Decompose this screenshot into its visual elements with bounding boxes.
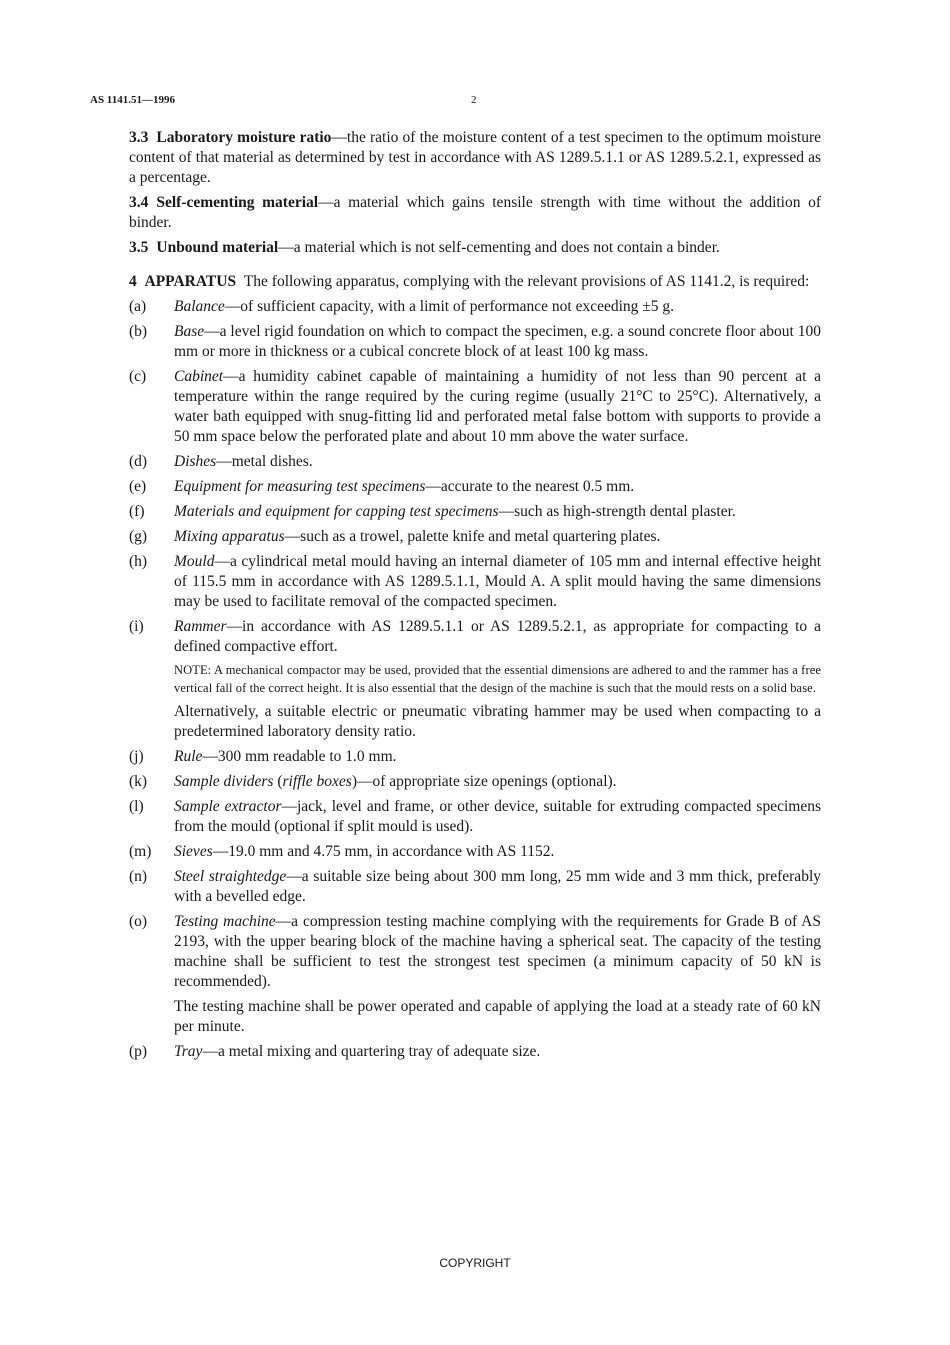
item-term: Steel straightedge	[174, 868, 287, 885]
item-term: Materials and equipment for capping test specimens	[174, 503, 499, 520]
item-text: —a humidity cabinet capable of maintaining a humidity of not less than 90 percent at a temperature within the range required by the curing regime (usually 21°C to 25°C). Alternatively, a water bath equipped with snug-fitting lid and perforated metal false bottom with supports to provide a 50 mm space below the perforated plate and about 10 mm above the water surface.	[174, 368, 821, 445]
item-term: Sample dividers	[174, 773, 274, 790]
list-item	[129, 867, 821, 907]
item-text: —in accordance with AS 1289.5.1.1 or AS 1289.5.2.1, as appropriate for compacting to a defined compactive effort.	[174, 618, 821, 655]
item-note: NOTE: A mechanical compactor may be used, provided that the essential dimensions are adhered to and the rammer has a free vertical fall of the correct height. It is also essential that the design of the machine is such that the mould rests on a solid base.	[174, 663, 821, 695]
section-intro: The following apparatus, complying with the relevant provisions of AS 1141.2, is required:	[243, 273, 810, 290]
definition-text: —a material which gains tensile strength with time without the addition of binder.	[129, 194, 822, 231]
definition-text: —the ratio of the moisture content of a test specimen to the optimum moisture content of that material as determined by test in accordance with AS 1289.5.1.1 or AS 1289.5.2.1, expressed as a percentage.	[129, 129, 821, 186]
definition-term: Laboratory moisture ratio	[156, 129, 332, 146]
definition-number: 3.4	[129, 194, 149, 211]
item-term: Sieves	[174, 843, 213, 860]
definition-text: —a material which is not self-cementing and does not contain a binder.	[278, 239, 720, 256]
item-term: Cabinet	[174, 368, 224, 385]
item-term: Balance	[174, 298, 225, 315]
item-text: —such as high-strength dental plaster.	[498, 503, 736, 520]
item-term: Sample extractor	[174, 798, 282, 815]
item-label: (f)	[129, 503, 145, 520]
definition-term: Self-cementing material	[156, 194, 319, 211]
list-item	[129, 1042, 821, 1062]
item-label: (m)	[129, 843, 152, 860]
list-item	[129, 297, 821, 317]
item-term: Mould	[174, 553, 215, 570]
item-term: Base	[174, 323, 205, 340]
item-label: (c)	[129, 368, 147, 385]
item-text: —accurate to the nearest 0.5 mm.	[425, 478, 635, 495]
item-term: Dishes	[174, 453, 217, 470]
item-text: —a metal mixing and quartering tray of adequate size.	[202, 1043, 541, 1060]
list-item	[129, 912, 821, 1037]
item-extra: The testing machine shall be power operated and capable of applying the load at a steady rate of 60 kN per minute.	[174, 998, 821, 1035]
item-label: (n)	[129, 868, 148, 885]
page-body	[129, 128, 821, 1067]
definition-3-4	[129, 193, 821, 233]
item-label: (i)	[129, 618, 144, 635]
definition-3-5	[129, 238, 821, 258]
item-term: Rule	[174, 748, 203, 765]
item-term-paren: riffle boxes	[282, 773, 352, 790]
item-extra: Alternatively, a suitable electric or pneumatic vibrating hammer may be used when compacting to a predetermined laboratory density ratio.	[174, 703, 821, 740]
definition-number: 3.5	[129, 239, 149, 256]
copyright-footer: COPYRIGHT	[439, 1256, 511, 1270]
definition-3-3	[129, 128, 821, 188]
item-term: Rammer	[174, 618, 227, 635]
section-title: APPARATUS	[144, 273, 237, 290]
item-text: —19.0 mm and 4.75 mm, in accordance with AS 1152.	[212, 843, 555, 860]
item-text: —a level rigid foundation on which to compact the specimen, e.g. a sound concrete floor about 100 mm or more in thickness or a cubical concrete block of at least 100 kg mass.	[174, 323, 821, 360]
document-id: AS 1141.51—1996	[90, 94, 175, 106]
page-number: 2	[471, 94, 477, 106]
definition-number: 3.3	[129, 129, 149, 146]
item-label: (a)	[129, 298, 147, 315]
item-label: (b)	[129, 323, 148, 340]
list-item	[129, 617, 821, 742]
definition-term: Unbound material	[156, 239, 279, 256]
item-label: (h)	[129, 553, 148, 570]
item-text: —such as a trowel, palette knife and metal quartering plates.	[284, 528, 661, 545]
item-term: Equipment for measuring test specimens	[174, 478, 426, 495]
list-item	[129, 477, 821, 497]
list-item	[129, 797, 821, 837]
list-item	[129, 842, 821, 862]
item-label: (d)	[129, 453, 148, 470]
list-item	[129, 452, 821, 472]
list-item	[129, 552, 821, 612]
list-item: (k) Sample dividers (riffle boxes)—of appropriate size openings (optional).	[129, 773, 617, 790]
item-label: (g)	[129, 528, 148, 545]
list-item	[129, 502, 821, 522]
item-text: —metal dishes.	[216, 453, 313, 470]
item-term: Mixing apparatus	[174, 528, 285, 545]
section-number: 4	[129, 273, 137, 290]
list-item	[129, 367, 821, 447]
item-term: Tray	[174, 1043, 203, 1060]
item-text: —a compression testing machine complying with the requirements for Grade B of AS 2193, with the upper bearing block of the machine having a spherical seat. The capacity of the testing machine shall be sufficient to test the strongest test specimen (a minimum capacity of 50 kN is recommended).	[174, 913, 821, 990]
item-label: (l)	[129, 798, 144, 815]
item-label: (k)	[129, 773, 148, 790]
list-item	[129, 527, 821, 547]
item-term: Testing machine	[174, 913, 276, 930]
list-item	[129, 747, 821, 767]
item-text: —a cylindrical metal mould having an internal diameter of 105 mm and internal effective height of 115.5 mm in accordance with AS 1289.5.1.1, Mould A. A split mould having the same dimensions may be used to facilitate removal of the compacted specimen.	[174, 553, 821, 610]
list-item	[129, 322, 821, 362]
item-label: (j)	[129, 748, 144, 765]
item-text: —300 mm readable to 1.0 mm.	[202, 748, 397, 765]
item-label: (p)	[129, 1043, 148, 1060]
item-label: (e)	[129, 478, 147, 495]
item-label: (o)	[129, 913, 148, 930]
section-heading-apparatus	[129, 272, 821, 292]
item-text: —of sufficient capacity, with a limit of performance not exceeding ±5 g.	[224, 298, 675, 315]
item-text: —jack, level and frame, or other device, suitable for extruding compacted specimens from the mould (optional if split mould is used).	[174, 798, 821, 835]
item-text: —a suitable size being about 300 mm long, 25 mm wide and 3 mm thick, preferably with a bevelled edge.	[174, 868, 821, 905]
item-text: —of appropriate size openings (optional).	[356, 773, 617, 790]
